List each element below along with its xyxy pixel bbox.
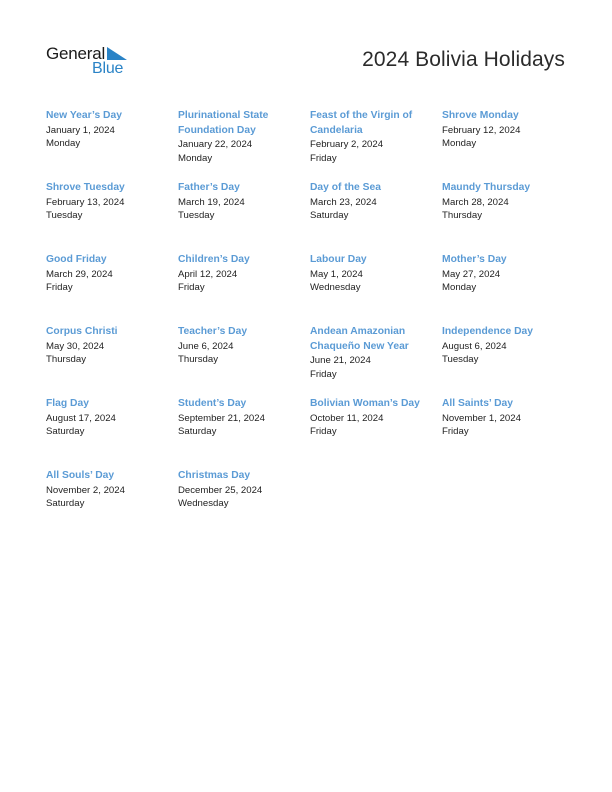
holiday-name: Independence Day	[442, 326, 533, 337]
holiday-entry	[178, 181, 310, 253]
holiday-name: Feast of the Virgin of Candelaria	[310, 110, 413, 136]
holiday-weekday: Wednesday	[310, 282, 361, 294]
holiday-weekday: Thursday	[46, 354, 86, 366]
holiday-entry	[178, 253, 310, 325]
holiday-entry	[442, 181, 574, 253]
holiday-date: February 13, 2024	[46, 196, 125, 208]
holiday-name: Student’s Day	[178, 398, 247, 409]
holiday-date: May 27, 2024	[442, 268, 501, 280]
holiday-entry	[310, 325, 442, 397]
holiday-entry	[178, 469, 310, 541]
holiday-name: New Year’s Day	[46, 110, 122, 121]
holiday-date: June 21, 2024	[310, 355, 371, 366]
holiday-weekday: Tuesday	[178, 210, 215, 222]
holiday-entry	[46, 469, 178, 541]
holiday-date: June 6, 2024	[178, 340, 234, 352]
holiday-name: Father’s Day	[178, 182, 240, 193]
holiday-date: March 28, 2024	[442, 196, 509, 208]
holiday-name: Bolivian Woman’s Day	[310, 398, 420, 409]
holiday-weekday: Tuesday	[442, 354, 479, 366]
holiday-weekday: Monday	[442, 138, 477, 150]
holiday-entry	[310, 253, 442, 325]
holiday-weekday: Monday	[178, 152, 213, 164]
holiday-entry	[442, 397, 574, 469]
holiday-name: All Souls’ Day	[46, 470, 115, 481]
holiday-name: Flag Day	[46, 398, 89, 409]
holiday-weekday: Saturday	[178, 426, 217, 438]
holiday-weekday: Monday	[46, 138, 81, 150]
holiday-name: All Saints’ Day	[442, 398, 513, 409]
holiday-name: Good Friday	[46, 254, 107, 265]
logo-word-general: General	[46, 44, 106, 63]
holiday-entry	[310, 397, 442, 469]
holiday-date: September 21, 2024	[178, 412, 265, 424]
holiday-date: November 2, 2024	[46, 484, 125, 496]
holiday-entry	[178, 109, 310, 181]
holiday-date: April 12, 2024	[178, 268, 238, 280]
page-title: 2024 Bolivia Holidays	[362, 48, 565, 71]
holiday-entry	[46, 325, 178, 397]
holiday-weekday: Saturday	[310, 210, 349, 222]
holiday-entry	[178, 397, 310, 469]
holiday-name: Corpus Christi	[46, 326, 118, 337]
holiday-weekday: Friday	[442, 426, 469, 438]
holiday-entry	[442, 325, 574, 397]
holiday-grid	[46, 109, 576, 541]
holiday-entry	[46, 253, 178, 325]
holiday-date: March 23, 2024	[310, 196, 377, 208]
holiday-entry	[46, 397, 178, 469]
holiday-weekday: Thursday	[442, 210, 482, 222]
holiday-weekday: Thursday	[178, 354, 218, 366]
holiday-weekday: Friday	[46, 282, 73, 294]
logo	[46, 44, 136, 80]
holiday-name: Plurinational State Foundation Day	[178, 110, 269, 136]
holiday-entry	[46, 109, 178, 181]
holiday-name: Shrove Tuesday	[46, 182, 125, 193]
holiday-date: January 22, 2024	[178, 139, 253, 150]
holiday-date: March 19, 2024	[178, 196, 245, 208]
holiday-weekday: Friday	[310, 368, 337, 380]
holiday-date: January 1, 2024	[46, 124, 115, 136]
holiday-date: February 12, 2024	[442, 124, 521, 136]
holiday-date: August 6, 2024	[442, 340, 507, 352]
holiday-weekday: Wednesday	[178, 498, 229, 510]
holiday-date: August 17, 2024	[46, 412, 116, 424]
holiday-weekday: Tuesday	[46, 210, 83, 222]
holiday-date: May 1, 2024	[310, 268, 363, 280]
holiday-entry	[442, 253, 574, 325]
holiday-date: November 1, 2024	[442, 412, 521, 424]
holiday-weekday: Monday	[442, 282, 477, 294]
holiday-name: Shrove Monday	[442, 110, 519, 121]
holiday-date: October 11, 2024	[310, 412, 384, 424]
holiday-date: February 2, 2024	[310, 139, 384, 150]
logo-word-blue: Blue	[92, 60, 124, 77]
holiday-name: Labour Day	[310, 254, 367, 265]
holiday-weekday: Friday	[178, 282, 205, 294]
holiday-name: Mother’s Day	[442, 254, 507, 265]
holiday-name: Maundy Thursday	[442, 182, 531, 193]
holiday-name: Christmas Day	[178, 470, 251, 481]
holiday-name: Children’s Day	[178, 254, 250, 265]
holiday-date: March 29, 2024	[46, 268, 113, 280]
holiday-date: December 25, 2024	[178, 484, 263, 496]
holiday-name: Teacher’s Day	[178, 326, 248, 337]
holiday-entry	[310, 109, 442, 181]
holiday-entry	[46, 181, 178, 253]
holiday-entry	[178, 325, 310, 397]
holiday-name: Andean Amazonian Chaqueño New Year	[310, 326, 409, 352]
holiday-date: May 30, 2024	[46, 340, 105, 352]
holiday-weekday: Friday	[310, 152, 337, 164]
holiday-weekday: Saturday	[46, 498, 85, 510]
holiday-name: Day of the Sea	[310, 182, 381, 193]
holiday-weekday: Friday	[310, 426, 337, 438]
holiday-weekday: Saturday	[46, 426, 85, 438]
holiday-entry	[442, 109, 574, 181]
holiday-entry	[310, 181, 442, 253]
